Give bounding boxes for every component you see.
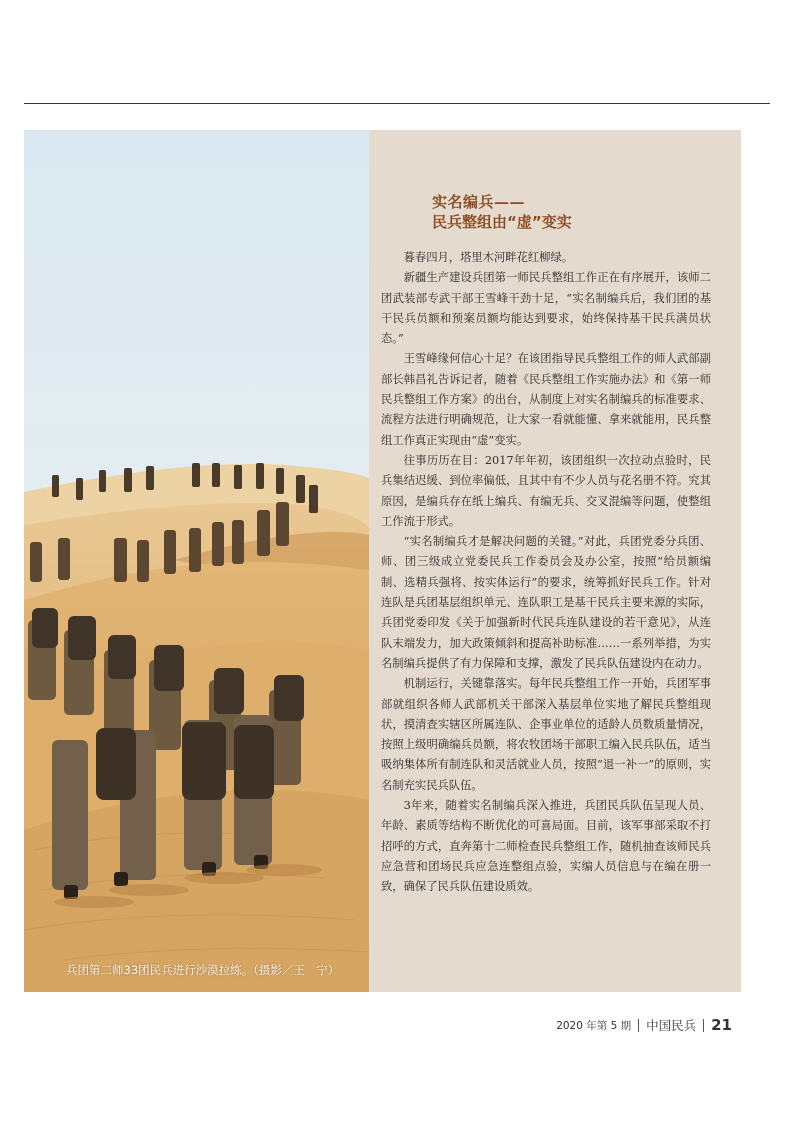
article-panel [369, 130, 741, 992]
paragraph: 新疆生产建设兵团第一师民兵整组工作正在有序展开，该师二团武装部专武干部王雪峰干劲十足，“实名制编兵后，我们团的基干民兵员额和预案员额均能达到要求，始终保持基干民兵满员状态。” [381, 271, 711, 346]
photo-caption: 兵团第二师33团民兵进行沙漠拉练。（摄影／王 宁） [66, 963, 340, 977]
desert-training-photo [24, 130, 369, 992]
paragraph: 往事历历在目：2017年年初，该团组织一次拉动点验时，民兵集结迟缓、到位率偏低，且其中有不少人员与花名册不符。究其原因，是编兵存在纸上编兵、有编无兵、交叉混编等问题，使整组工作流于形式。 [381, 453, 711, 528]
page-footer [556, 1016, 732, 1034]
paragraph: 王雪峰缘何信心十足？在该团指导民兵整组工作的师人武部副部长韩昌礼告诉记者，随着《民兵整组工作实施办法》和《第一师民兵整组工作方案》的出台，从制度上对实名制编兵的标准要求、流程方法进行明确规范，让大家一看就能懂、拿来就能用，民兵整组工作真正实现由“虚”变实。 [381, 352, 711, 447]
top-rule [24, 103, 770, 104]
article-kicker: 实名编兵—— [432, 193, 526, 211]
paragraph: “实名制编兵才是解决问题的关键。”对此，兵团党委分兵团、师、团三级成立党委民兵工作委员会及办公室，按照“给员额编制、选精兵强将、按实体运行”的要求，统筹抓好民兵工作。针对连队是兵团基层组织单元、连队职工是基干民兵主要来源的实际，兵团党委印发《关于加强新时代民兵连队建设的若干意见》，从连队末端发力，加大政策倾斜和提高补助标准……一系列举措，为实名制编兵提供了有力保障和支撑，激发了民兵队伍建设内在动力。 [381, 535, 711, 670]
paragraph: 暮春四月，塔里木河畔花红柳绿。 [403, 251, 574, 264]
paragraph: 3年来，随着实名制编兵深入推进，兵团民兵队伍呈现人员、年龄、素质等结构不断优化的可喜局面。目前，该军事部采取不打招呼的方式，直奔第十二师检查民兵整组工作，随机抽查该师民兵应急营和团场民兵应急连整组点验，实编人员信息与在编在册一致，确保了民兵队伍建设质效。 [381, 799, 711, 894]
article-body [381, 248, 711, 898]
footer-divider [638, 1019, 639, 1032]
page-number: 21 [711, 1016, 732, 1034]
paragraph: 机制运行，关键靠落实。每年民兵整组工作一开始，兵团军事部就组织各师人武部机关干部深入基层单位实地了解民兵整组现状，摸清查实辖区所属连队、企事业单位的适龄人员数质量情况，按照上级明确编兵员额，将农牧团场干部职工编入民兵队伍，适当吸纳集体所有制连队和灵活就业人员，按照“退一补一”的原则，实名制充实民兵队伍。 [381, 677, 711, 792]
footer-divider [703, 1019, 704, 1032]
issue-label: 2020 年第 5 期 [556, 1019, 632, 1032]
article-headline: 民兵整组由“虚”变实 [432, 213, 572, 231]
magazine-name: 中国民兵 [646, 1018, 697, 1033]
